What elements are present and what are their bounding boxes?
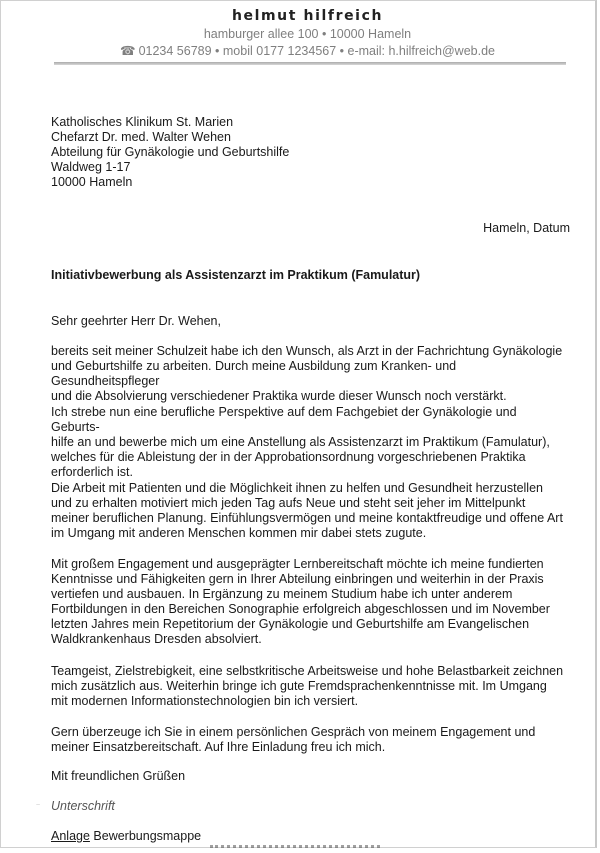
paragraph-line: und die Absolvierung verschiedener Praktika wurde dieser Wunsch noch verstärkt. xyxy=(51,389,507,403)
paragraph-line: erforderlich ist. xyxy=(51,465,133,479)
body-paragraph xyxy=(51,405,566,480)
paragraph-line: Kenntnisse und Fähigkeiten gern in Ihrer Abteilung einbringen und weiterhin in der Praxis xyxy=(51,572,544,586)
recipient-line: Abteilung für Gynäkologie und Geburtshilfe xyxy=(51,145,290,159)
paragraph-line: im Umgang mit anderen Menschen kommen mir dabei stets zugute. xyxy=(51,526,427,540)
recipient-line: 10000 Hameln xyxy=(51,175,133,189)
paragraph-line: Gern überzeuge ich Sie in einem persönlichen Gespräch von meinem Engagement und xyxy=(51,725,536,739)
paragraph-line: Die Arbeit mit Patienten und die Möglichkeit ihnen zu helfen und Gesundheit herzustellen xyxy=(51,481,543,495)
paragraph-line: und Geburtshilfe zu arbeiten. Durch meine Ausbildung zum Kranken- und Gesundheitspfleger xyxy=(51,359,457,388)
paragraph-line: mich zusätzlich aus. Weiterhin bringe ich gute Fremdsprachenkenntnisse mit. Im Umgang xyxy=(51,679,547,693)
body-paragraph xyxy=(51,481,566,541)
cut-off-text-fragment xyxy=(210,845,380,853)
body-paragraph xyxy=(51,664,566,709)
salutation: Sehr geehrter Herr Dr. Wehen, xyxy=(51,314,221,328)
recipient-address xyxy=(51,115,566,190)
sender-name: helmut hilfreich xyxy=(231,8,384,24)
paragraph-line: Waldkrankenhaus Dresden absolviert. xyxy=(51,632,262,646)
closing: Mit freundlichen Grüßen xyxy=(51,769,186,783)
paragraph-line: hilfe an und bewerbe mich um eine Anstellung als Assistenzarzt im Praktikum (Famulatur), xyxy=(51,435,550,449)
paragraph-line: Fortbildungen in den Bereichen Sonographie erfolgreich abgeschlossen und im November xyxy=(51,602,550,616)
letter-subject: Initiativbewerbung als Assistenzarzt im Praktikum (Famulatur) xyxy=(51,268,421,282)
recipient-line: Chefarzt Dr. med. Walter Wehen xyxy=(51,130,231,144)
sender-contact-text: 01234 56789 • mobil 0177 1234567 • e-mail: h.hilfreich@web.de xyxy=(138,44,495,58)
body-paragraph xyxy=(51,344,566,404)
paragraph-line: vertiefen und ausbauen. In Ergänzung zu meinem Studium habe ich unter anderem xyxy=(51,587,513,601)
paragraph-line: Ich strebe nun eine berufliche Perspektive auf dem Fachgebiet der Gynäkologie und Geburts- xyxy=(51,405,517,434)
paragraph-line: Teamgeist, Zielstrebigkeit, eine selbstkritische Arbeitsweise und hohe Belastbarkeit zeichnen xyxy=(51,664,564,678)
paragraph-line: meiner beruflichen Planung. Einfühlungsvermögen und meine kontaktfreudige und offene Art xyxy=(51,511,563,525)
watermark-mark: ~ xyxy=(36,802,41,809)
paragraph-line: welches für die Ableistung der in der Approbationsordnung vorgeschriebenen Praktika xyxy=(51,450,526,464)
sender-address: hamburger allee 100 • 10000 Hameln xyxy=(203,27,412,41)
paragraph-line: mit modernen Informationstechnologien bin ich versiert. xyxy=(51,694,359,708)
header-divider xyxy=(54,62,566,65)
paragraph-line: letzten Jahres mein Repetitorium der Gynäkologie und Geburtshilfe am Evangelischen xyxy=(51,617,530,631)
attachment-text: Bewerbungsmappe xyxy=(89,829,202,843)
attachment-line xyxy=(51,829,566,844)
paragraph-line: und zu erhalten motiviert mich jeden Tag aufs Neue und steht seit jeher im Mittelpunkt xyxy=(51,496,526,510)
sender-contact xyxy=(50,43,565,58)
signature: Unterschrift xyxy=(51,799,115,813)
letterhead xyxy=(50,8,565,58)
paragraph-line: Mit großem Engagement und ausgeprägter Lernbereitschaft möchte ich meine fundierten xyxy=(51,557,544,571)
paragraph-line: bereits seit meiner Schulzeit habe ich den Wunsch, als Arzt in der Fachrichtung Gynäkologie xyxy=(51,344,563,358)
body-paragraph xyxy=(51,725,566,755)
body-paragraph xyxy=(51,557,566,647)
letter-date: Hameln, Datum xyxy=(483,221,570,235)
paragraph-line: meiner Einsatzbereitschaft. Auf Ihre Einladung freu ich mich. xyxy=(51,740,386,754)
recipient-line: Katholisches Klinikum St. Marien xyxy=(51,115,234,129)
recipient-line: Waldweg 1-17 xyxy=(51,160,131,174)
phone-icon: ☎ xyxy=(120,44,136,58)
attachment-label: Anlage xyxy=(51,829,90,843)
